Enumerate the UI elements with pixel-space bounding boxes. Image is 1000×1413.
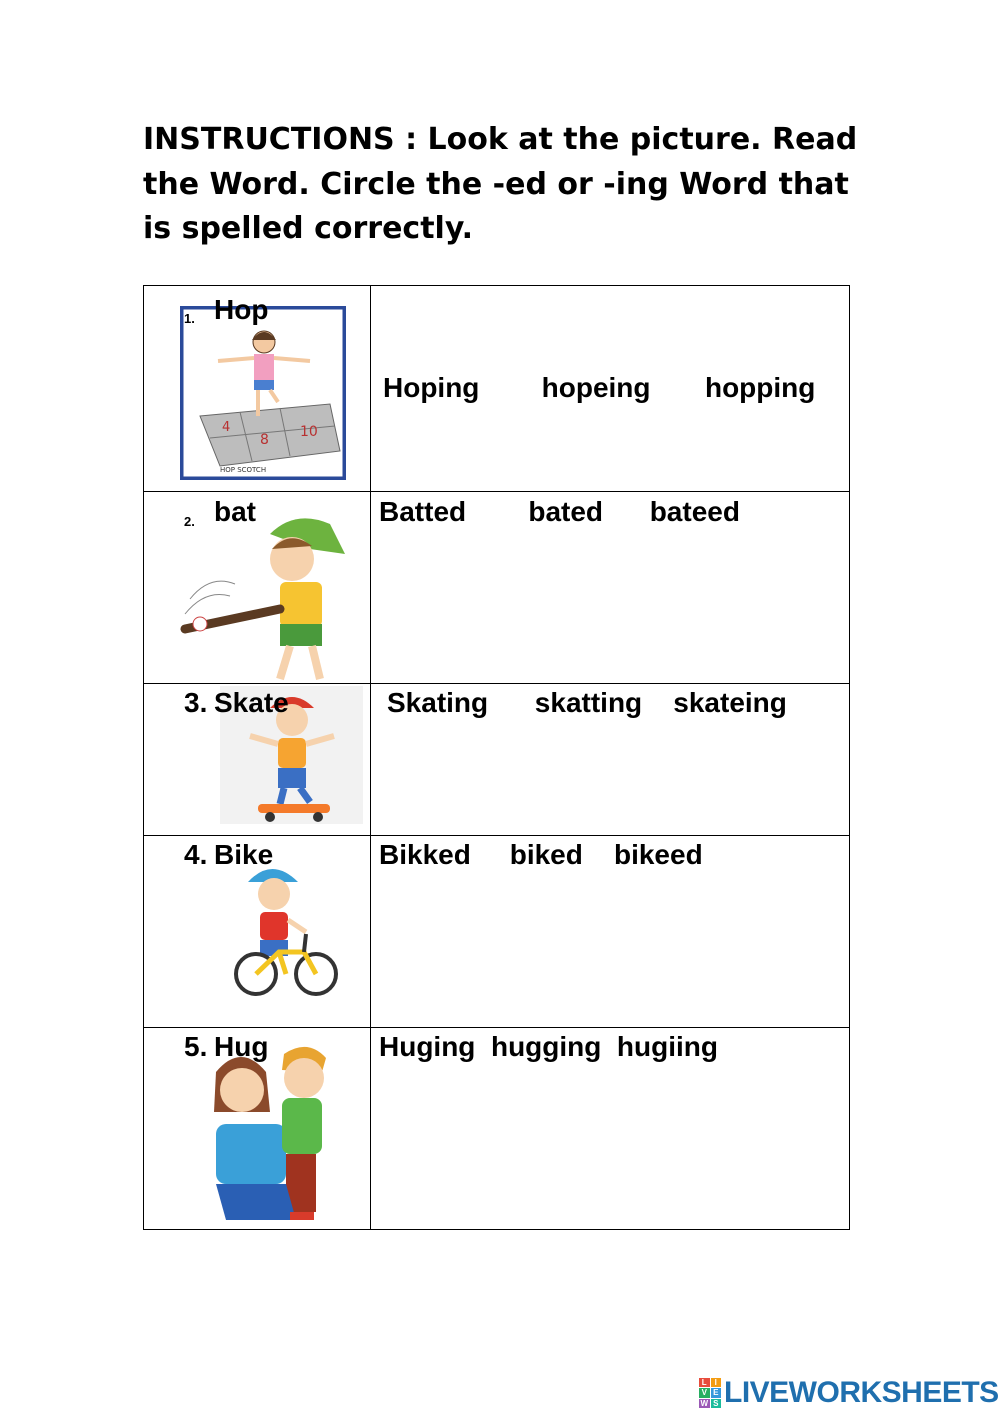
picture-cell	[144, 836, 371, 1028]
base-word: bat	[214, 496, 256, 527]
logo-text: LIVEWORKSHEETS	[724, 1376, 999, 1409]
hop-picture-caption: HOP SCOTCH	[220, 466, 267, 474]
table-row	[144, 492, 850, 684]
boy-riding-bicycle-picture	[234, 860, 340, 1000]
instructions-text: INSTRUCTIONS : Look at the picture. Read the Word. Circle the -ed or -ing Word that is spelled correctly.	[143, 122, 858, 246]
word-options[interactable]: Hoping hopeing hopping	[383, 372, 816, 403]
row-number: 4.	[184, 839, 208, 870]
word-options[interactable]: Skating skatting skateing	[387, 687, 787, 718]
table-row	[144, 1028, 850, 1230]
picture-cell	[144, 1028, 371, 1230]
row-number: 5.	[184, 1031, 208, 1062]
table-row	[144, 286, 850, 492]
picture-cell	[144, 492, 371, 684]
base-word: Skate	[214, 687, 289, 718]
picture-cell	[144, 286, 371, 492]
word-options[interactable]: Bikked biked bikeed	[379, 839, 703, 870]
options-cell	[371, 684, 850, 836]
girl-hopscotch-picture	[180, 306, 346, 480]
base-word: Bike	[214, 839, 274, 870]
options-cell	[371, 836, 850, 1028]
options-cell	[371, 492, 850, 684]
row-number: 2.	[184, 514, 195, 529]
picture-cell	[144, 684, 371, 836]
liveworksheets-logo[interactable]	[699, 1375, 999, 1411]
base-word: Hug	[214, 1031, 269, 1062]
svg-text:8: 8	[260, 432, 269, 448]
row-number: 1.	[184, 311, 195, 326]
base-word: Hop	[214, 294, 269, 325]
svg-text:4: 4	[222, 420, 231, 435]
boy-batting-baseball-picture	[180, 504, 355, 682]
options-cell	[371, 1028, 850, 1230]
word-options[interactable]: Batted bated bateed	[379, 496, 740, 527]
logo-box-icon: L I V E W S	[699, 1378, 721, 1408]
word-options[interactable]: Huging hugging hugiing	[379, 1031, 719, 1062]
options-cell	[371, 286, 850, 492]
table-row	[144, 684, 850, 836]
exercise-table	[143, 285, 850, 1230]
mother-hugging-son-picture	[186, 1042, 331, 1224]
row-number: 3.	[184, 687, 208, 718]
svg-text:10: 10	[300, 424, 318, 440]
table-row	[144, 836, 850, 1028]
